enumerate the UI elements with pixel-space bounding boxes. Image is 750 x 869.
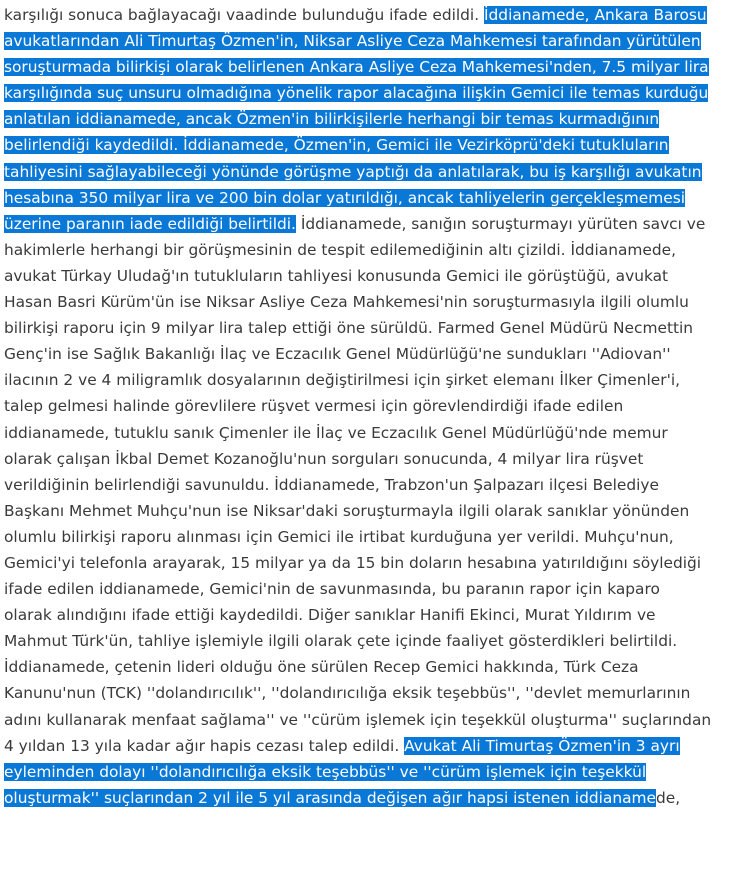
text-line [4,159,750,185]
selected-text-run[interactable]: anlatılan iddianamede, ancak Özmen'in bilirkişilerle herhangi bir temas kurmadığının [4,110,660,129]
text-run[interactable]: Genç'in ise Sağlık Bakanlığı İlaç ve Eczacılık Genel Müdürlüğü'ne sundukları ''Adiovan'' [4,345,671,364]
text-run[interactable]: talep gelmesi halinde görevlilere rüşvet vermesi için görevlendirdiği ifade edilen [4,397,624,416]
text-run[interactable]: adını kullanarak menfaat sağlama'' ve ''cürüm işlemek için teşekkül oluşturma'' suçlarından [4,710,712,729]
text-line [4,759,750,785]
text-line [4,420,750,446]
text-run[interactable]: İddianamede, sanığın soruşturmayı yürüten savcı ve [295,214,706,233]
text-line [4,80,750,106]
text-run[interactable]: olumlu bilirkişi raporu alınması için Gemici ile irtibat kurduğuna yer verildi. Muhçu'nun, [4,527,674,546]
text-line [4,341,750,367]
selected-text-run[interactable]: Avukat Ali Timurtaş Özmen'in 3 ayrı [404,736,680,755]
text-line [4,289,750,315]
text-line [4,106,750,132]
text-run[interactable]: 4 yıldan 13 yıla kadar ağır hapis cezası talep edildi. [4,736,405,755]
text-run[interactable]: iddianamede, tutuklu sanık Çimenler ile İlaç ve Eczacılık Genel Müdürlüğü'nde memur [4,423,668,442]
text-run[interactable]: olarak çalışan İkbal Demet Kozanoğlu'nun sorguları sonucunda, 4 milyar lira rüşvet [4,449,644,468]
text-line [4,602,750,628]
text-run[interactable]: Başkanı Mehmet Muhçu'nun ise Niksar'daki soruşturmayla ilgili olarak sanıklar yönünden [4,501,690,520]
article-body [4,2,750,811]
text-line [4,185,750,211]
text-run[interactable]: olarak alındığını ifade ettiği kaydedildi. Diğer sanıklar Hanifi Ekinci, Murat Yıldırım ve [4,606,656,625]
text-run[interactable]: Gemici'yi telefonla arayarak, 15 milyar ya da 15 bin doların hesabına yatırıldığını söylediği [4,553,702,572]
text-run[interactable]: Hasan Basri Kürüm'ün ise Niksar Asliye Ceza Mahkemesi'nin soruşturmasıyla ilgili olumlu [4,293,689,312]
selected-text-run[interactable]: oluşturmak'' suçlarından 2 yıl ile 5 yıl arasında değişen ağır hapsi istenen iddianame [4,788,656,807]
selected-text-run[interactable]: avukatlarından Ali Timurtaş Özmen'in, Niksar Asliye Ceza Mahkemesi tarafından yürütülen [4,32,701,51]
selected-text-run[interactable]: hesabına 350 milyar lira ve 200 bin dolar yatırıldığı, ancak tahliyelerin gerçekleşmemesi [4,188,685,207]
text-run[interactable]: ifade edilen iddianamede, Gemici'nin de savunmasında, bu paranın rapor için kaparo [4,580,660,599]
text-run[interactable]: verildiğinin belirlendiği savunuldu. İddianamede, Trabzon'un Şalpazarı ilçesi Belediye [4,475,659,494]
text-line [4,785,750,811]
text-line [4,733,750,759]
text-line [4,628,750,654]
text-line [4,524,750,550]
selected-text-run[interactable]: belirlendiği kaydedildi. İddianamede, Özmen'in, Gemici ile Vezirköprü'deki tutukluların [4,136,669,155]
text-run[interactable]: de, [655,788,681,807]
text-line [4,550,750,576]
text-run[interactable]: avukat Türkay Uludağ'ın tutukluların tahliyesi konusunda Gemici ile görüştüğü, avukat [4,266,669,285]
text-line [4,654,750,680]
selected-text-run[interactable]: üzerine paranın iade edildiği belirtildi. [4,214,296,233]
text-run[interactable]: Mahmut Türk'ün, tahliye işlemiyle ilgili olarak çete içinde faaliyet gösterdikleri belirtildi. [4,632,678,651]
text-line [4,237,750,263]
text-line [4,707,750,733]
text-run[interactable]: ilacının 2 ve 4 miligramlık dosyalarının değiştirilmesi için şirket elemanı İlker Çimenler'i, [4,371,680,390]
text-line [4,393,750,419]
text-run[interactable]: karşılığı sonuca bağlayacağı vaadinde bulunduğu ifade edildi. [4,6,484,24]
text-line [4,367,750,393]
text-line [4,263,750,289]
text-line [4,576,750,602]
selected-text-run[interactable]: eyleminden dolayı ''dolandırıcılığa eksik teşebbüs'' ve ''cürüm işlemek için teşekkül [4,762,647,781]
selected-text-run[interactable]: soruşturmada bilirkişi olarak belirlenen Ankara Asliye Ceza Mahkemesi'nden, 7.5 milyar lira [4,58,709,77]
text-line [4,28,750,54]
selected-text-run[interactable]: karşılığında suç unsuru olmadığına yönelik rapor alacağına ilişkin Gemici ile temas kurduğu [4,84,709,103]
text-line [4,472,750,498]
selected-text-run[interactable]: tahliyesini sağlayabileceği yönünde görüşme yaptığı da anlatılarak, bu iş karşılığı avukatın [4,162,702,181]
text-run[interactable]: İddianamede, çetenin lideri olduğu öne sürülen Recep Gemici hakkında, Türk Ceza [4,658,639,677]
selected-text-run[interactable]: İddianamede, Ankara Barosu [484,6,707,24]
text-line [4,2,750,28]
text-run[interactable]: hakimlerle herhangi bir görüşmesinin de tespit edilemediğinin altı çizildi. İddianamede, [4,240,677,259]
text-line [4,446,750,472]
text-run[interactable]: bilirkişi raporu için 9 milyar lira talep ettiği öne sürüldü. Farmed Genel Müdürü Necmettin [4,319,694,338]
text-line [4,315,750,341]
text-run[interactable]: Kanunu'nun (TCK) ''dolandırıcılık'', ''dolandırıcılığa eksik teşebbüs'', ''devlet memurlarının [4,684,691,703]
text-line [4,498,750,524]
text-line [4,132,750,158]
text-line [4,54,750,80]
text-line [4,680,750,706]
text-line [4,211,750,237]
